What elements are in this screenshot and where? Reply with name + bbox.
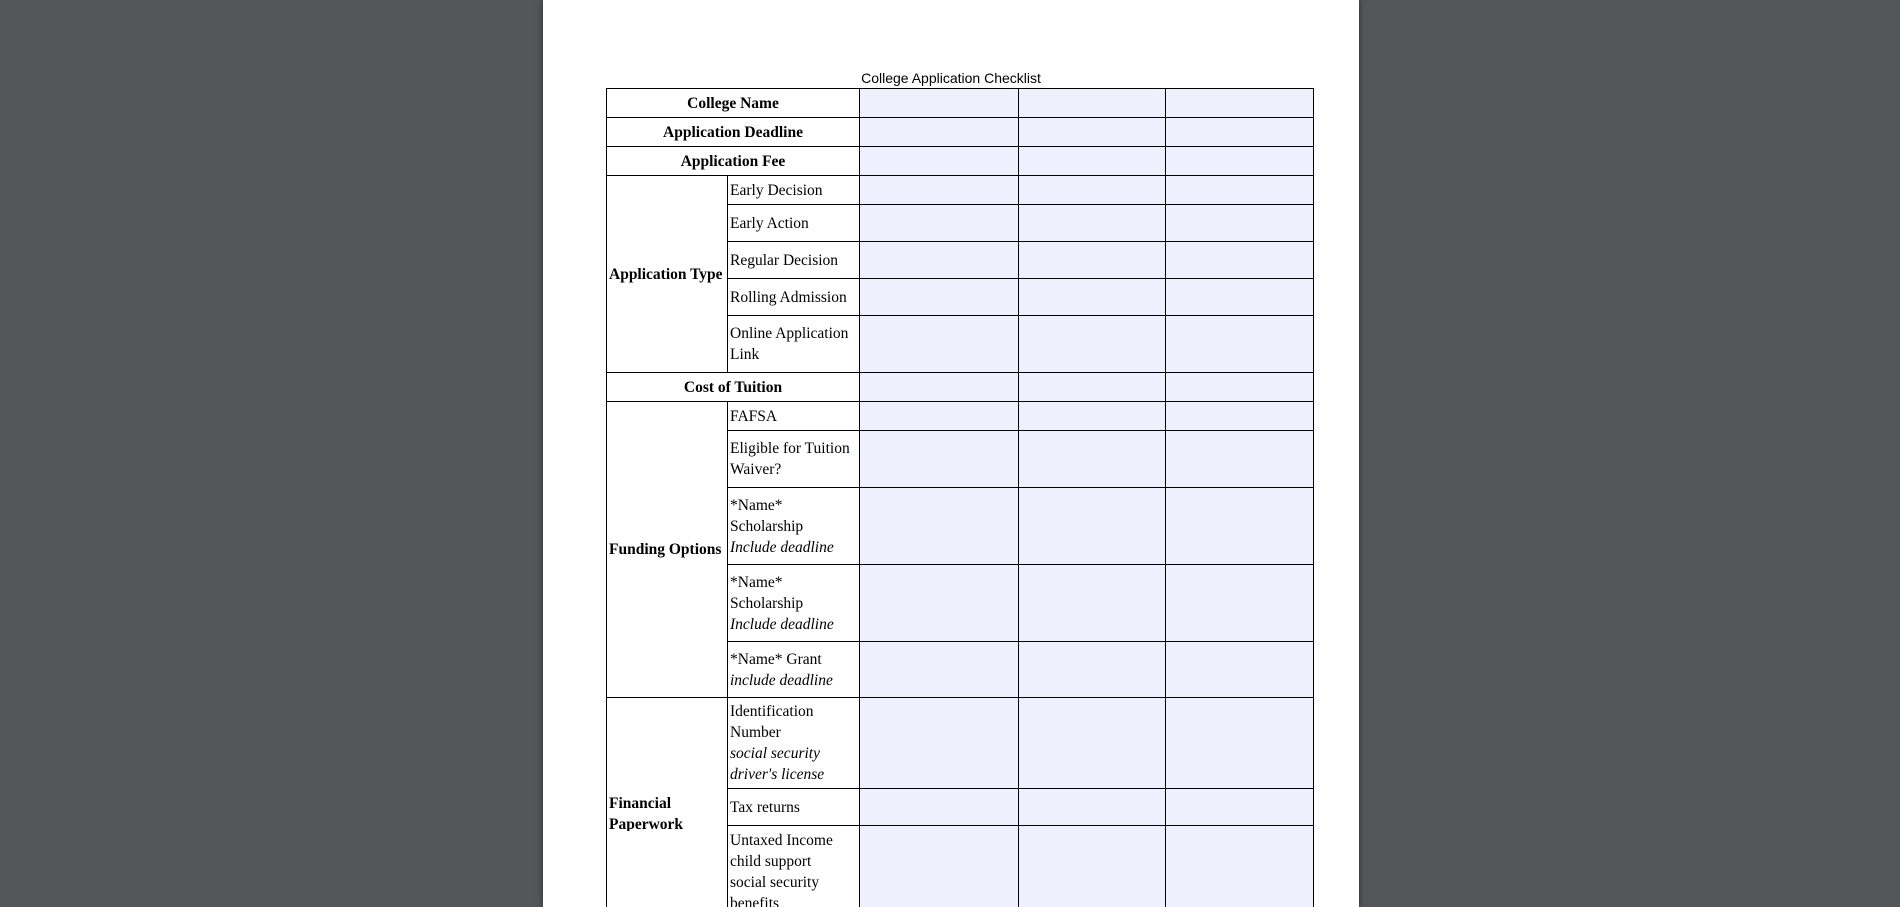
application-deadline-cell-2[interactable] xyxy=(1019,118,1166,147)
untaxed-income-line-1: child support xyxy=(730,853,812,870)
regular-decision-cell-3[interactable] xyxy=(1166,242,1314,279)
fafsa-cell-2[interactable] xyxy=(1019,402,1166,431)
grant-name: *Name* Grant xyxy=(730,650,822,668)
scholarship-1-cell-3[interactable] xyxy=(1166,488,1314,565)
tax-returns-cell-2[interactable] xyxy=(1019,789,1166,826)
checklist-table xyxy=(606,88,1314,907)
row-label-scholarship-2 xyxy=(728,565,860,642)
early-action-cell-3[interactable] xyxy=(1166,205,1314,242)
row-label-tuition-waiver: Eligible for Tuition Waiver? xyxy=(728,431,860,488)
tuition-waiver-cell-1[interactable] xyxy=(860,431,1019,488)
cost-of-tuition-cell-2[interactable] xyxy=(1019,373,1166,402)
application-deadline-cell-1[interactable] xyxy=(860,118,1019,147)
tax-returns-cell-3[interactable] xyxy=(1166,789,1314,826)
untaxed-income-line-3: benefits xyxy=(730,895,780,907)
page-title: College Application Checklist xyxy=(861,70,1041,86)
identification-cell-2[interactable] xyxy=(1019,698,1166,789)
identification-cell-1[interactable] xyxy=(860,698,1019,789)
table-row xyxy=(607,147,1314,176)
identification-name: Identification Number xyxy=(730,703,814,741)
early-decision-cell-2[interactable] xyxy=(1019,176,1166,205)
online-application-link-cell-1[interactable] xyxy=(860,316,1019,373)
cost-of-tuition-cell-3[interactable] xyxy=(1166,373,1314,402)
row-label-identification xyxy=(728,698,860,789)
early-action-cell-2[interactable] xyxy=(1019,205,1166,242)
row-label-online-application-link: Online Application Link xyxy=(728,316,860,373)
scholarship-1-cell-2[interactable] xyxy=(1019,488,1166,565)
early-decision-cell-1[interactable] xyxy=(860,176,1019,205)
college-name-cell-2[interactable] xyxy=(1019,89,1166,118)
row-label-tax-returns: Tax returns xyxy=(728,789,860,826)
untaxed-income-cell-3[interactable] xyxy=(1166,826,1314,907)
online-application-link-cell-3[interactable] xyxy=(1166,316,1314,373)
college-name-cell-3[interactable] xyxy=(1166,89,1314,118)
scholarship-1-note: Include deadline xyxy=(730,538,834,556)
application-deadline-cell-3[interactable] xyxy=(1166,118,1314,147)
early-action-cell-1[interactable] xyxy=(860,205,1019,242)
row-label-early-decision: Early Decision xyxy=(728,176,860,205)
rolling-admission-cell-2[interactable] xyxy=(1019,279,1166,316)
row-label-application-deadline: Application Deadline xyxy=(607,118,860,147)
fafsa-cell-1[interactable] xyxy=(860,402,1019,431)
row-label-college-name: College Name xyxy=(607,89,860,118)
scholarship-2-cell-3[interactable] xyxy=(1166,565,1314,642)
row-label-scholarship-1 xyxy=(728,488,860,565)
application-fee-cell-2[interactable] xyxy=(1019,147,1166,176)
rolling-admission-cell-3[interactable] xyxy=(1166,279,1314,316)
scholarship-2-note: Include deadline xyxy=(730,615,834,633)
scholarship-2-cell-2[interactable] xyxy=(1019,565,1166,642)
row-label-grant xyxy=(728,642,860,698)
row-label-fafsa: FAFSA xyxy=(728,402,860,431)
row-label-untaxed-income xyxy=(728,826,860,907)
row-label-rolling-admission: Rolling Admission xyxy=(728,279,860,316)
table-row xyxy=(607,373,1314,402)
row-label-application-fee: Application Fee xyxy=(607,147,860,176)
untaxed-income-cell-1[interactable] xyxy=(860,826,1019,907)
scholarship-2-name: *Name* Scholarship xyxy=(730,573,804,612)
application-fee-cell-3[interactable] xyxy=(1166,147,1314,176)
scholarship-1-name: *Name* Scholarship xyxy=(730,496,804,535)
tuition-waiver-cell-3[interactable] xyxy=(1166,431,1314,488)
rolling-admission-cell-1[interactable] xyxy=(860,279,1019,316)
untaxed-income-cell-2[interactable] xyxy=(1019,826,1166,907)
online-application-link-cell-2[interactable] xyxy=(1019,316,1166,373)
untaxed-income-name: Untaxed Income xyxy=(730,832,833,849)
row-label-early-action: Early Action xyxy=(728,205,860,242)
table-row xyxy=(607,176,1314,205)
application-fee-cell-1[interactable] xyxy=(860,147,1019,176)
identification-note-1: social security xyxy=(730,745,820,762)
row-label-regular-decision: Regular Decision xyxy=(728,242,860,279)
table-row xyxy=(607,118,1314,147)
grant-cell-2[interactable] xyxy=(1019,642,1166,698)
financial-paperwork-label: Financial Paperwork xyxy=(609,794,684,831)
untaxed-income-line-2: social security xyxy=(730,874,820,891)
identification-cell-3[interactable] xyxy=(1166,698,1314,789)
college-name-cell-1[interactable] xyxy=(860,89,1019,118)
grant-cell-1[interactable] xyxy=(860,642,1019,698)
identification-note-2: driver's license xyxy=(730,766,825,783)
fafsa-cell-3[interactable] xyxy=(1166,402,1314,431)
table-row xyxy=(607,698,1314,789)
scholarship-2-cell-1[interactable] xyxy=(860,565,1019,642)
group-label-application-type: Application Type xyxy=(607,176,728,373)
early-decision-cell-3[interactable] xyxy=(1166,176,1314,205)
row-label-cost-of-tuition: Cost of Tuition xyxy=(607,373,860,402)
cost-of-tuition-cell-1[interactable] xyxy=(860,373,1019,402)
tuition-waiver-cell-2[interactable] xyxy=(1019,431,1166,488)
tax-returns-cell-1[interactable] xyxy=(860,789,1019,826)
document-page xyxy=(543,0,1359,907)
regular-decision-cell-2[interactable] xyxy=(1019,242,1166,279)
group-label-funding-options: Funding Options xyxy=(607,402,728,698)
grant-note: include deadline xyxy=(730,671,833,689)
table-row xyxy=(607,402,1314,431)
group-label-financial-paperwork xyxy=(607,698,728,907)
regular-decision-cell-1[interactable] xyxy=(860,242,1019,279)
table-row xyxy=(607,89,1314,118)
grant-cell-3[interactable] xyxy=(1166,642,1314,698)
scholarship-1-cell-1[interactable] xyxy=(860,488,1019,565)
